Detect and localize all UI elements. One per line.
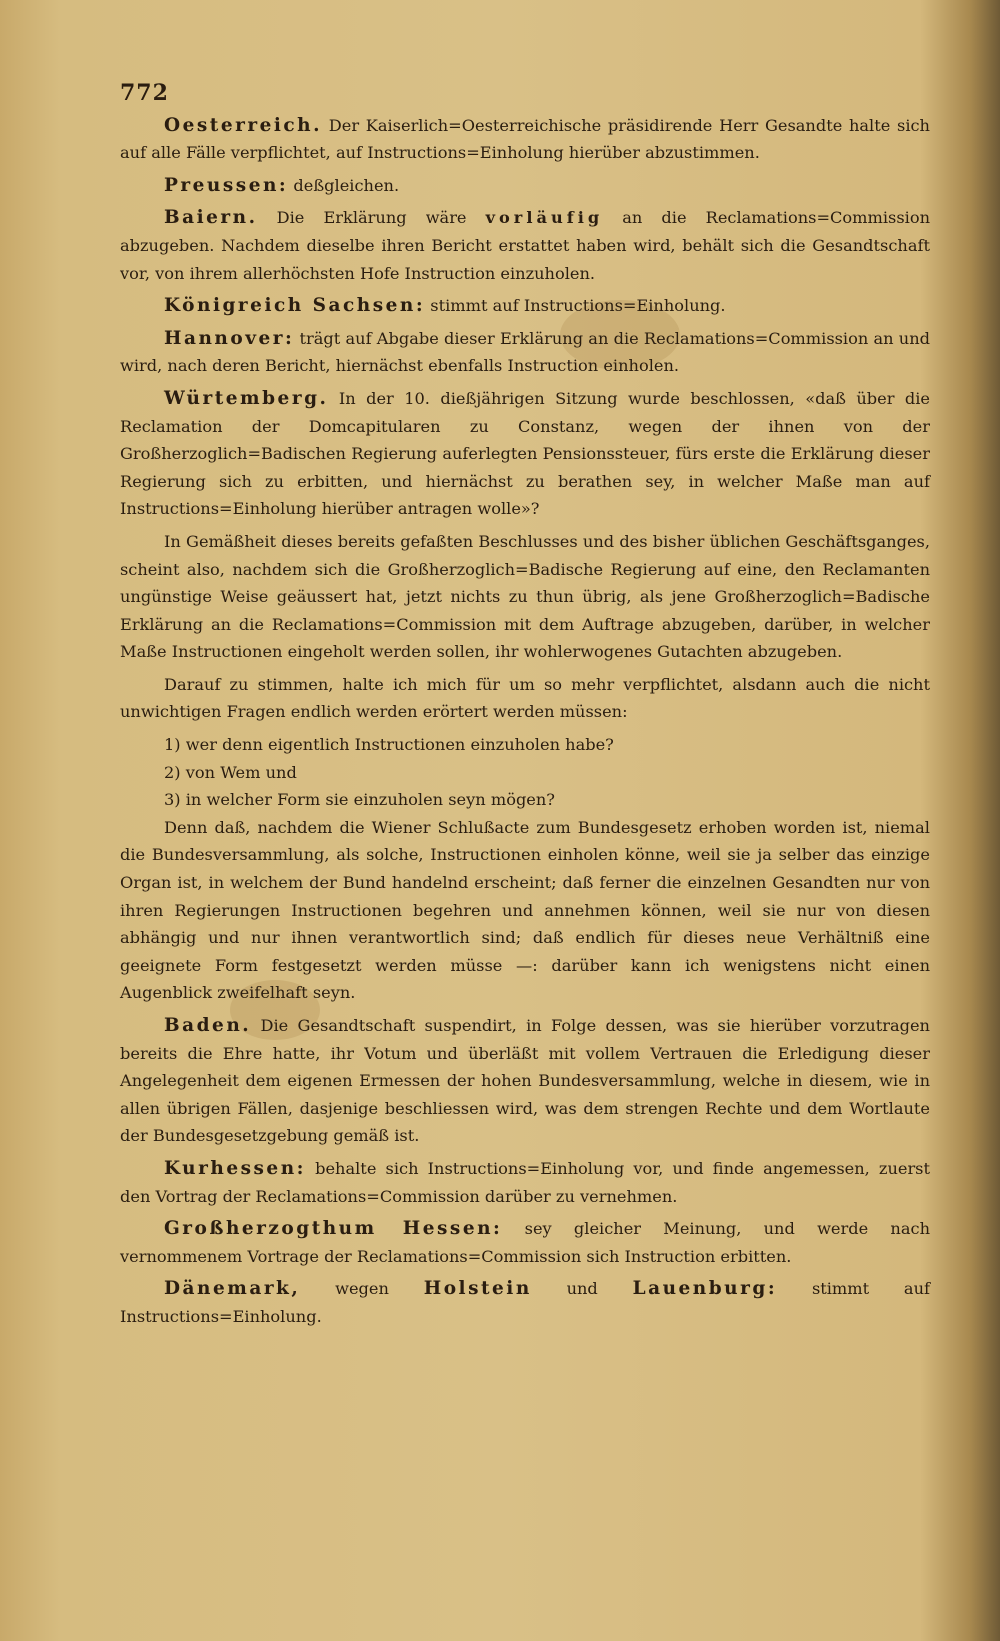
paragraph-text: Darauf zu stimmen, halte ich mich für um so mehr verpflichtet, alsdann auch die nicht unwichtigen Fragen endlich werden erörtert werden müssen: (120, 674, 930, 722)
paragraph-text: trägt auf Abgabe dieser Erklärung an die Reclamations=Commission an und wird, nach deren Bericht, hiernächst ebenfalls Instruction einholen. (120, 328, 930, 376)
paragraph-text: stimmt auf Instructions=Einholung. (425, 296, 726, 316)
paragraph-text: stimmt auf Instructions=Einholung. (120, 1279, 930, 1326)
paragraph-text: Denn daß, nachdem die Wiener Schlußacte zum Bundesgesetz erhoben worden ist, niemal die Bundesversammlung, als solche, Instructionen einholen könne, weil sie ja selber das einzige Organ ist, in welchem der Bund handelnd erscheint; daß ferner die einzelnen Gesandten nur von ihren Regierungen Instructionen begehren und annehmen können, weil sie nur von diesen abhängig und nur ihnen verantwortlich sind; daß endlich für dieses neue Verhältniß eine geeignete Form festgesetzt werden müsse —: darüber kann ich wenigstens nicht einen Augenblick zweifelhaft seyn. (120, 817, 930, 1003)
list-item: 2) von Wem und (164, 762, 297, 782)
state-name: Königreich Sachsen: (164, 295, 426, 317)
list-item: 1) wer denn eigentlich Instructionen einzuholen habe? (164, 735, 614, 755)
paragraph-text: und (531, 1279, 633, 1299)
state-name: Baden. (164, 1015, 252, 1036)
paragraph-text: Die Gesandtschaft suspendirt, in Folge dessen, was sie hierüber vorzutragen bereits die Ehre hatte, ihr Votum und überläßt mit vollem Vertrauen die Erledigung dieser Angelegenheit dem eigenen Ermessen der hohen Bundesversammlung, welche in diesem, wie in allen übrigen Fällen, dasjenige beschliessen wird, was dem strengen Rechte und dem Wortlaute der Bundesgesetzgebung gemäß ist. (120, 1016, 930, 1146)
paragraph-text: an die Reclamations=Commission abzugeben. Nachdem dieselbe ihren Bericht erstattet haben wird, behält sich die Gesandtschaft vor, von ihrem allerhöchsten Hofe Instruction einzuholen. (120, 208, 930, 283)
emphasized-word: vorläufig (485, 208, 604, 228)
paragraph-sachsen (120, 292, 930, 320)
paragraph-text: In Gemäßheit dieses bereits gefaßten Beschlusses und des bisher üblichen Geschäftsganges, scheint also, nachdem sich die Großherzoglich=Badische Regierung auf eine, den Reclamanten ungünstige Weise geäussert hat, jetzt nichts zu thun übrig, als jene Großherzoglich=Badische Erklärung an die Reclamations=Commission mit dem Auftrage abzugeben, darüber, in welcher Maße Instructionen eingeholt werden sollen, ihr wohlerwogenes Gutachten abzugeben. (120, 531, 930, 662)
paragraph-text: Der Kaiserlich=Oesterreichische präsidirende Herr Gesandte halte sich auf alle Fälle verpflichtet, auf Instructions=Einholung hierüber abzustimmen. (120, 115, 930, 163)
state-name: Lauenburg: (632, 1278, 778, 1300)
state-name: Großherzogthum Hessen: (164, 1218, 503, 1240)
paragraph-wuertemberg (120, 385, 930, 523)
paragraph-text: Die Erklärung wäre (257, 208, 486, 228)
paragraph-text: In der 10. dießjährigen Sitzung wurde beschlossen, «daß über die Reclamation der Domcapitularen zu Constanz, wegen der ihnen von der Großherzoglich=Badischen Regierung auferlegten Pensionssteuer, fürs erste die Erklärung dieser Regierung sich zu erbitten, und hiernächst zu berathen sey, in welcher Maße man auf Instructions=Einholung hierüber antragen wolle»? (120, 388, 930, 519)
paragraph-darauf (120, 671, 930, 726)
state-name: Holstein (423, 1278, 532, 1300)
state-name: Preussen: (164, 174, 289, 196)
paragraph-preussen (120, 172, 930, 200)
paragraph-daenemark (120, 1275, 930, 1330)
state-name: Baiern. (164, 207, 258, 229)
paragraph-text: deßgleichen. (288, 175, 400, 195)
paragraph-text: sey gleicher Meinung, und werde nach vernommenem Vortrage der Reclamations=Commission sich Instruction erbitten. (120, 1219, 931, 1266)
state-name: Kurhessen: (164, 1157, 306, 1179)
state-name: Hannover: (164, 327, 295, 349)
paragraph-hessen (120, 1215, 930, 1270)
state-name: Dänemark, (164, 1278, 301, 1300)
question-list (164, 731, 930, 814)
paragraph-oesterreich (120, 112, 930, 167)
paragraph-text: wegen (300, 1279, 424, 1299)
state-name: Oesterreich. (164, 114, 323, 136)
paragraph-denn (120, 814, 930, 1007)
text-block (120, 80, 930, 1336)
paragraph-gemaessheit (120, 528, 930, 666)
list-item: 3) in welcher Form sie einzuholen seyn mögen? (164, 790, 555, 810)
paragraph-hannover (120, 325, 930, 380)
state-name: Würtemberg. (164, 387, 329, 409)
paragraph-baiern (120, 204, 930, 287)
paragraph-kurhessen (120, 1155, 930, 1210)
paragraph-baden (120, 1012, 930, 1150)
paragraph-text: behalte sich Instructions=Einholung vor, und finde angemessen, zuerst den Vortrag der Reclamations=Commission darüber zu vernehmen. (120, 1158, 930, 1206)
page-number: 772 (120, 80, 169, 106)
